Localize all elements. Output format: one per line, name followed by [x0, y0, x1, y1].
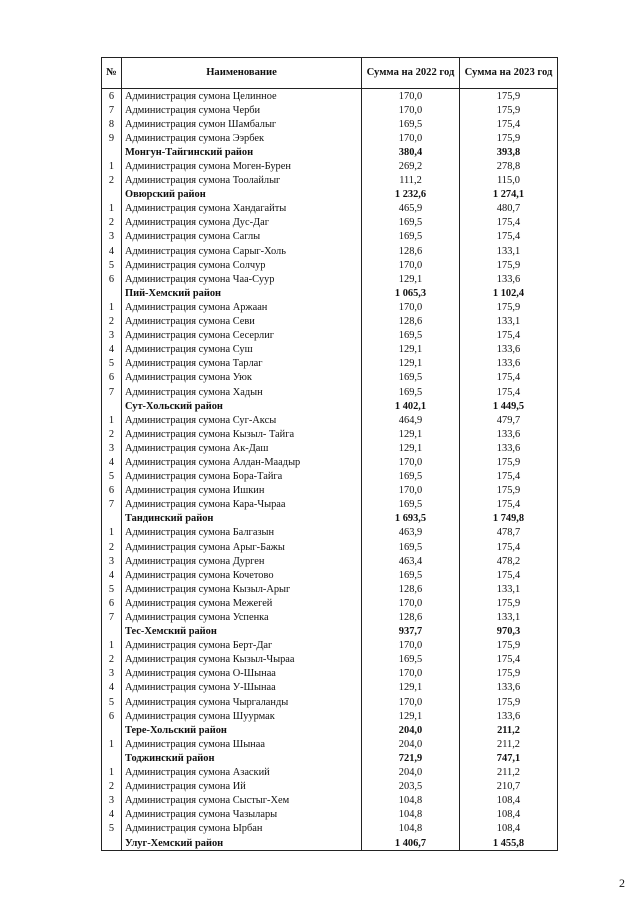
header-name: Наименование — [122, 58, 362, 89]
row-name: Администрация сумона Кызыл-Чыраа — [122, 653, 362, 667]
row-number: 5 — [102, 822, 122, 836]
row-number — [102, 512, 122, 526]
row-sum-2022: 129,1 — [362, 681, 460, 695]
row-sum-2022: 721,9 — [362, 751, 460, 765]
row-name: Администрация сумона Ий — [122, 780, 362, 794]
table-row — [102, 568, 558, 582]
table-row — [102, 709, 558, 723]
row-number: 6 — [102, 596, 122, 610]
row-name: Администрация сумона Дурген — [122, 554, 362, 568]
table-row — [102, 315, 558, 329]
row-sum-2022: 169,5 — [362, 540, 460, 554]
row-name: Администрация сумона Тарлаг — [122, 357, 362, 371]
row-number: 4 — [102, 343, 122, 357]
header-row — [102, 58, 558, 89]
row-sum-2022: 129,1 — [362, 343, 460, 357]
row-sum-2023: 175,9 — [460, 484, 558, 498]
table-row — [102, 329, 558, 343]
row-sum-2023: 175,9 — [460, 131, 558, 145]
row-sum-2023: 747,1 — [460, 751, 558, 765]
table-row — [102, 470, 558, 484]
row-sum-2022: 463,9 — [362, 526, 460, 540]
row-sum-2023: 175,9 — [460, 258, 558, 272]
row-sum-2022: 129,1 — [362, 427, 460, 441]
row-sum-2023: 1 749,8 — [460, 512, 558, 526]
row-sum-2023: 175,4 — [460, 117, 558, 131]
table-row — [102, 159, 558, 173]
row-sum-2022: 170,0 — [362, 89, 460, 104]
row-name: Администрация сумона Хадын — [122, 385, 362, 399]
row-name: Администрация сумона Шынаа — [122, 737, 362, 751]
row-name: Администрация сумона Сесерлиг — [122, 329, 362, 343]
row-sum-2022: 170,0 — [362, 695, 460, 709]
row-name: Администрация сумона Успенка — [122, 610, 362, 624]
row-number: 1 — [102, 766, 122, 780]
page-number: 2 — [619, 876, 625, 890]
row-sum-2022: 380,4 — [362, 145, 460, 159]
row-sum-2023: 1 449,5 — [460, 399, 558, 413]
row-number — [102, 723, 122, 737]
row-sum-2022: 104,8 — [362, 808, 460, 822]
row-sum-2023: 133,1 — [460, 315, 558, 329]
row-sum-2023: 175,9 — [460, 103, 558, 117]
row-sum-2023: 175,4 — [460, 216, 558, 230]
row-sum-2022: 170,0 — [362, 258, 460, 272]
row-sum-2023: 175,4 — [460, 470, 558, 484]
row-sum-2022: 129,1 — [362, 272, 460, 286]
row-sum-2022: 204,0 — [362, 723, 460, 737]
district-row — [102, 751, 558, 765]
row-number: 2 — [102, 427, 122, 441]
table-row — [102, 174, 558, 188]
table-row — [102, 526, 558, 540]
row-sum-2022: 1 693,5 — [362, 512, 460, 526]
row-sum-2022: 170,0 — [362, 455, 460, 469]
row-sum-2023: 478,2 — [460, 554, 558, 568]
row-sum-2022: 169,5 — [362, 568, 460, 582]
row-sum-2022: 129,1 — [362, 709, 460, 723]
row-sum-2023: 175,4 — [460, 230, 558, 244]
row-sum-2022: 1 065,3 — [362, 286, 460, 300]
row-sum-2023: 133,6 — [460, 343, 558, 357]
row-sum-2023: 278,8 — [460, 159, 558, 173]
row-number: 3 — [102, 667, 122, 681]
row-sum-2023: 175,4 — [460, 540, 558, 554]
row-name: Администрация сумона Целинное — [122, 89, 362, 104]
table-row — [102, 822, 558, 836]
budget-table — [101, 57, 558, 851]
row-sum-2023: 115,0 — [460, 174, 558, 188]
table-row — [102, 117, 558, 131]
row-sum-2022: 170,0 — [362, 300, 460, 314]
table-row — [102, 385, 558, 399]
row-sum-2023: 1 274,1 — [460, 188, 558, 202]
row-sum-2023: 108,4 — [460, 794, 558, 808]
row-name: Администрация сумона Черби — [122, 103, 362, 117]
row-sum-2023: 175,4 — [460, 371, 558, 385]
row-sum-2023: 175,9 — [460, 89, 558, 104]
row-sum-2023: 393,8 — [460, 145, 558, 159]
row-name: Администрация сумона Моген-Бурен — [122, 159, 362, 173]
row-name: Администрация сумона Кочетово — [122, 568, 362, 582]
row-sum-2023: 211,2 — [460, 737, 558, 751]
table-row — [102, 202, 558, 216]
row-sum-2022: 1 402,1 — [362, 399, 460, 413]
row-sum-2023: 480,7 — [460, 202, 558, 216]
row-name: Администрация сумона Межегей — [122, 596, 362, 610]
row-name: Администрация сумона Балгазын — [122, 526, 362, 540]
row-number: 2 — [102, 653, 122, 667]
district-row — [102, 625, 558, 639]
row-sum-2023: 133,6 — [460, 441, 558, 455]
row-sum-2022: 463,4 — [362, 554, 460, 568]
header-sum-2022: Сумма на 2022 год — [362, 58, 460, 89]
row-sum-2022: 169,5 — [362, 498, 460, 512]
row-sum-2023: 133,1 — [460, 610, 558, 624]
row-number: 1 — [102, 202, 122, 216]
row-name: Администрация сумона Солчур — [122, 258, 362, 272]
row-sum-2023: 1 455,8 — [460, 836, 558, 851]
table-row — [102, 441, 558, 455]
row-name: Администрация сумона Уюк — [122, 371, 362, 385]
row-number: 5 — [102, 470, 122, 484]
row-sum-2022: 169,5 — [362, 470, 460, 484]
row-number: 1 — [102, 737, 122, 751]
row-number: 5 — [102, 582, 122, 596]
table-row — [102, 540, 558, 554]
row-sum-2023: 210,7 — [460, 780, 558, 794]
table-row — [102, 695, 558, 709]
row-number: 7 — [102, 610, 122, 624]
row-number — [102, 188, 122, 202]
row-number: 7 — [102, 498, 122, 512]
row-sum-2023: 175,9 — [460, 695, 558, 709]
row-sum-2022: 169,5 — [362, 216, 460, 230]
table-row — [102, 343, 558, 357]
table-row — [102, 484, 558, 498]
row-sum-2022: 128,6 — [362, 244, 460, 258]
row-number: 1 — [102, 300, 122, 314]
table-row — [102, 653, 558, 667]
row-number: 3 — [102, 794, 122, 808]
district-row — [102, 723, 558, 737]
row-sum-2023: 175,4 — [460, 498, 558, 512]
row-sum-2022: 104,8 — [362, 822, 460, 836]
table-body — [102, 89, 558, 851]
row-number: 4 — [102, 568, 122, 582]
table-row — [102, 808, 558, 822]
table-row — [102, 610, 558, 624]
row-number: 5 — [102, 258, 122, 272]
row-number: 4 — [102, 244, 122, 258]
row-sum-2023: 133,6 — [460, 681, 558, 695]
row-name: Администрация сумона Сыстыг-Хем — [122, 794, 362, 808]
row-sum-2023: 211,2 — [460, 723, 558, 737]
row-number — [102, 836, 122, 851]
row-sum-2022: 128,6 — [362, 610, 460, 624]
row-sum-2023: 478,7 — [460, 526, 558, 540]
row-number: 7 — [102, 385, 122, 399]
row-number: 4 — [102, 681, 122, 695]
row-name: Администрация сумона Чыргаланды — [122, 695, 362, 709]
table-row — [102, 413, 558, 427]
row-number: 6 — [102, 89, 122, 104]
row-sum-2022: 465,9 — [362, 202, 460, 216]
district-row — [102, 286, 558, 300]
table-row — [102, 371, 558, 385]
row-sum-2022: 204,0 — [362, 737, 460, 751]
row-name: Овюрский район — [122, 188, 362, 202]
row-number: 2 — [102, 174, 122, 188]
row-name: Администрация сумона О-Шынаа — [122, 667, 362, 681]
row-sum-2023: 133,6 — [460, 272, 558, 286]
row-sum-2022: 129,1 — [362, 441, 460, 455]
row-number: 6 — [102, 709, 122, 723]
row-sum-2023: 175,9 — [460, 667, 558, 681]
row-sum-2022: 170,0 — [362, 103, 460, 117]
row-sum-2023: 970,3 — [460, 625, 558, 639]
row-sum-2022: 129,1 — [362, 357, 460, 371]
header-num: № — [102, 58, 122, 89]
row-sum-2022: 128,6 — [362, 315, 460, 329]
table-row — [102, 357, 558, 371]
table-row — [102, 582, 558, 596]
row-number: 4 — [102, 455, 122, 469]
row-number: 1 — [102, 159, 122, 173]
row-sum-2023: 175,4 — [460, 385, 558, 399]
table-row — [102, 639, 558, 653]
table-row — [102, 554, 558, 568]
row-sum-2022: 169,5 — [362, 230, 460, 244]
row-number: 5 — [102, 357, 122, 371]
row-name: Администрация сумона Кызыл- Тайга — [122, 427, 362, 441]
row-name: Администрация сумона Аржаан — [122, 300, 362, 314]
row-name: Администрация сумона Берт-Даг — [122, 639, 362, 653]
row-sum-2022: 203,5 — [362, 780, 460, 794]
table-row — [102, 737, 558, 751]
row-name: Тере-Хольский район — [122, 723, 362, 737]
row-sum-2023: 108,4 — [460, 808, 558, 822]
table-row — [102, 300, 558, 314]
row-name: Администрация сумона Бора-Тайга — [122, 470, 362, 484]
table-row — [102, 131, 558, 145]
row-number: 8 — [102, 117, 122, 131]
row-sum-2023: 175,9 — [460, 300, 558, 314]
row-name: Администрация сумона Чазылары — [122, 808, 362, 822]
row-number: 9 — [102, 131, 122, 145]
table-row — [102, 766, 558, 780]
table-row — [102, 681, 558, 695]
row-name: Администрация сумона Шуурмак — [122, 709, 362, 723]
row-name: Тоджинский район — [122, 751, 362, 765]
row-sum-2023: 175,9 — [460, 455, 558, 469]
row-name: Тес-Хемский район — [122, 625, 362, 639]
row-sum-2022: 111,2 — [362, 174, 460, 188]
row-number: 6 — [102, 272, 122, 286]
row-sum-2022: 128,6 — [362, 582, 460, 596]
row-sum-2022: 169,5 — [362, 371, 460, 385]
row-sum-2022: 269,2 — [362, 159, 460, 173]
row-sum-2023: 133,1 — [460, 582, 558, 596]
row-sum-2022: 204,0 — [362, 766, 460, 780]
row-name: Администрация сумона Саглы — [122, 230, 362, 244]
row-sum-2023: 1 102,4 — [460, 286, 558, 300]
row-name: Администрация сумон Шамбалыг — [122, 117, 362, 131]
table-row — [102, 667, 558, 681]
header-sum-2023: Сумма на 2023 год — [460, 58, 558, 89]
district-row — [102, 836, 558, 851]
row-number: 2 — [102, 216, 122, 230]
row-name: Администрация сумона Тоолайлыг — [122, 174, 362, 188]
table-row — [102, 455, 558, 469]
row-name: Администрация сумона Кара-Чыраа — [122, 498, 362, 512]
row-sum-2022: 170,0 — [362, 596, 460, 610]
table-row — [102, 216, 558, 230]
row-number: 4 — [102, 808, 122, 822]
row-name: Улуг-Хемский район — [122, 836, 362, 851]
row-number: 3 — [102, 329, 122, 343]
row-number: 6 — [102, 484, 122, 498]
row-sum-2022: 169,5 — [362, 653, 460, 667]
row-number: 7 — [102, 103, 122, 117]
table-row — [102, 230, 558, 244]
row-sum-2022: 1 232,6 — [362, 188, 460, 202]
table-row — [102, 596, 558, 610]
row-name: Пий-Хемский район — [122, 286, 362, 300]
table-row — [102, 258, 558, 272]
row-number — [102, 286, 122, 300]
row-sum-2023: 479,7 — [460, 413, 558, 427]
row-number: 1 — [102, 526, 122, 540]
row-name: Администрация сумона Кызыл-Арыг — [122, 582, 362, 596]
row-name: Администрация сумона Севи — [122, 315, 362, 329]
row-sum-2023: 133,6 — [460, 357, 558, 371]
row-number — [102, 751, 122, 765]
row-name: Сут-Хольский район — [122, 399, 362, 413]
row-name: Администрация сумона Дус-Даг — [122, 216, 362, 230]
row-number: 2 — [102, 315, 122, 329]
row-name: Администрация сумона Алдан-Маадыр — [122, 455, 362, 469]
table-row — [102, 272, 558, 286]
row-number: 5 — [102, 695, 122, 709]
row-number — [102, 625, 122, 639]
row-sum-2023: 175,9 — [460, 639, 558, 653]
row-sum-2023: 133,6 — [460, 427, 558, 441]
table-row — [102, 103, 558, 117]
row-number: 3 — [102, 230, 122, 244]
table-row — [102, 498, 558, 512]
row-name: Администрация сумона Азаский — [122, 766, 362, 780]
row-name: Администрация сумона Ак-Даш — [122, 441, 362, 455]
row-sum-2023: 175,4 — [460, 653, 558, 667]
table-row — [102, 780, 558, 794]
row-name: Администрация сумона Арыг-Бажы — [122, 540, 362, 554]
row-sum-2022: 464,9 — [362, 413, 460, 427]
row-number: 3 — [102, 441, 122, 455]
row-name: Монгун-Тайгинский район — [122, 145, 362, 159]
row-number: 2 — [102, 780, 122, 794]
row-number — [102, 145, 122, 159]
row-name: Администрация сумона У-Шынаа — [122, 681, 362, 695]
row-name: Администрация сумона Ишкин — [122, 484, 362, 498]
district-row — [102, 399, 558, 413]
row-name: Администрация сумона Суш — [122, 343, 362, 357]
row-name: Администрация сумона Ээрбек — [122, 131, 362, 145]
row-number: 2 — [102, 540, 122, 554]
row-name: Администрация сумона Ырбан — [122, 822, 362, 836]
row-sum-2022: 169,5 — [362, 329, 460, 343]
row-number — [102, 399, 122, 413]
row-name: Администрация сумона Суг-Аксы — [122, 413, 362, 427]
row-sum-2022: 937,7 — [362, 625, 460, 639]
row-sum-2022: 170,0 — [362, 131, 460, 145]
row-number: 6 — [102, 371, 122, 385]
row-sum-2023: 133,1 — [460, 244, 558, 258]
row-sum-2022: 104,8 — [362, 794, 460, 808]
row-number: 1 — [102, 413, 122, 427]
row-sum-2022: 1 406,7 — [362, 836, 460, 851]
row-sum-2023: 133,6 — [460, 709, 558, 723]
district-row — [102, 512, 558, 526]
district-row — [102, 145, 558, 159]
table-row — [102, 89, 558, 104]
row-sum-2022: 170,0 — [362, 667, 460, 681]
row-sum-2023: 108,4 — [460, 822, 558, 836]
row-name: Администрация сумона Сарыг-Холь — [122, 244, 362, 258]
row-sum-2023: 175,4 — [460, 568, 558, 582]
row-sum-2022: 169,5 — [362, 385, 460, 399]
row-name: Администрация сумона Хандагайты — [122, 202, 362, 216]
row-sum-2022: 170,0 — [362, 639, 460, 653]
table-row — [102, 244, 558, 258]
row-name: Тандинский район — [122, 512, 362, 526]
row-sum-2022: 170,0 — [362, 484, 460, 498]
row-number: 3 — [102, 554, 122, 568]
row-sum-2023: 175,4 — [460, 329, 558, 343]
row-sum-2023: 211,2 — [460, 766, 558, 780]
row-number: 1 — [102, 639, 122, 653]
district-row — [102, 188, 558, 202]
row-sum-2023: 175,9 — [460, 596, 558, 610]
row-name: Администрация сумона Чаа-Суур — [122, 272, 362, 286]
table-row — [102, 794, 558, 808]
row-sum-2022: 169,5 — [362, 117, 460, 131]
table-row — [102, 427, 558, 441]
